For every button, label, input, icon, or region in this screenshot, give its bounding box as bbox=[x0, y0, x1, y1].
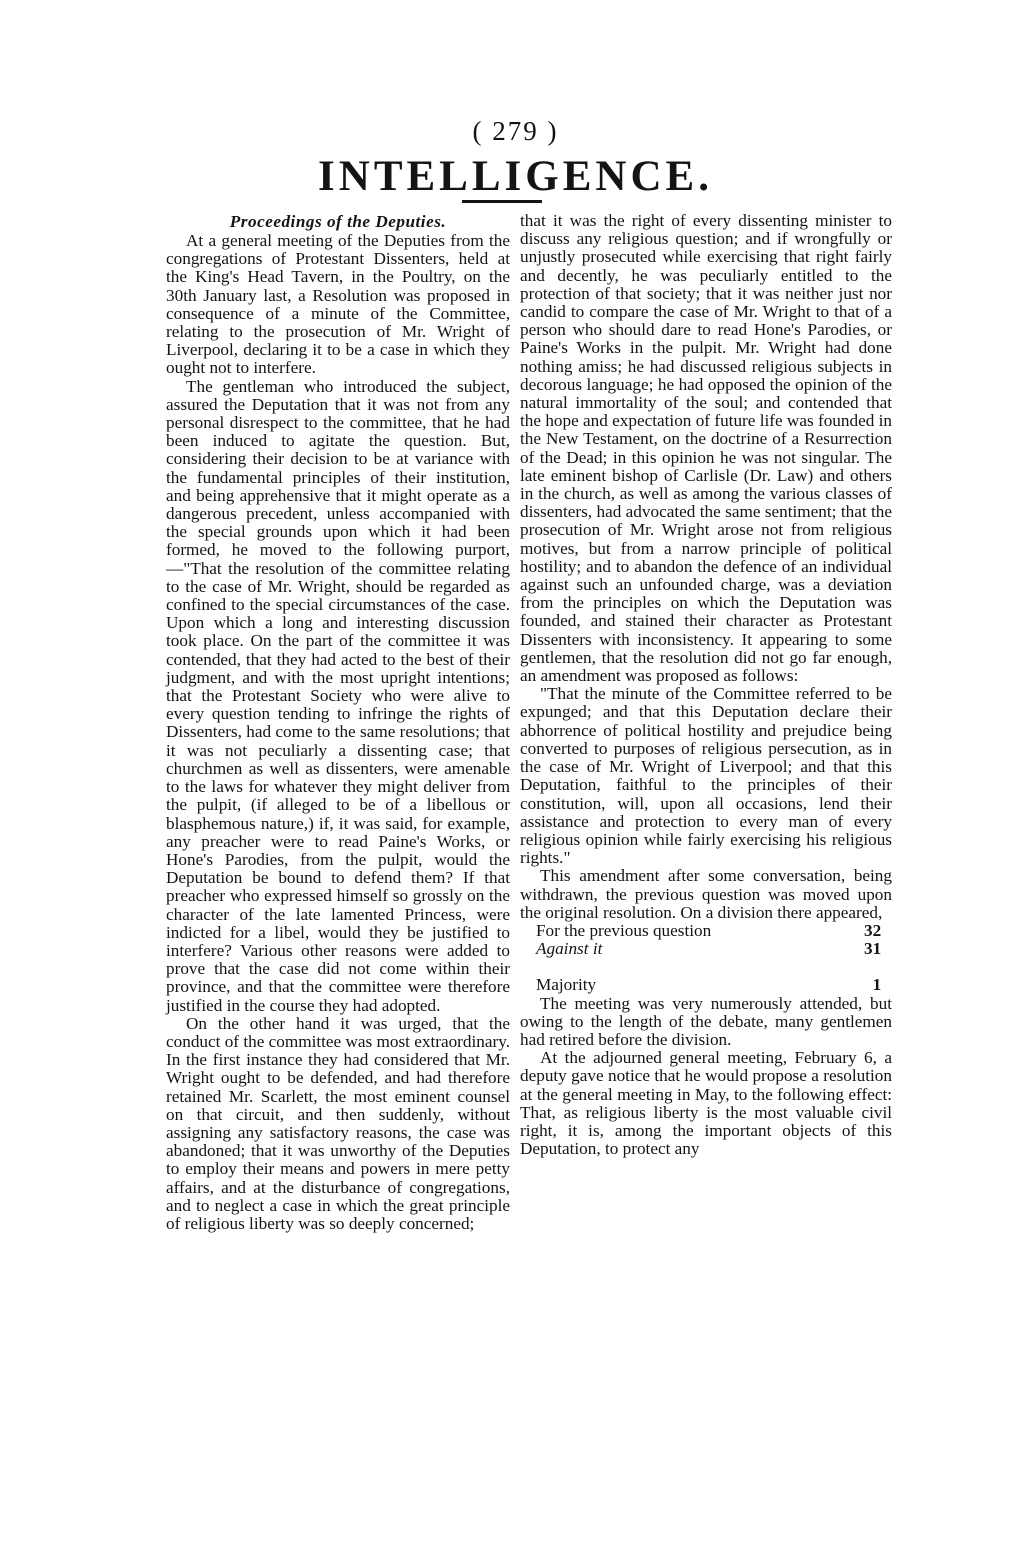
majority-row bbox=[536, 958, 881, 994]
vote-table bbox=[536, 922, 881, 995]
article-title: Proceedings of the Deputies. bbox=[229, 212, 447, 231]
majority-label: Majority bbox=[536, 975, 597, 995]
majority-count: 1 bbox=[872, 975, 882, 995]
amendment-quote: "That the minute of the Committee referred to be expunged; and that this Deputation declare their abhorrence of political hostility and prejudice being converted to purposes of religious persecution, as in the case of Mr. Wright of Liverpool; and that this Deputation, faithful to the principles of their constitution, will, upon all occasions, lend their assistance and protection to every man of every religious opinion while fairly exercising his religious rights." bbox=[520, 684, 892, 868]
heading-divider bbox=[462, 200, 542, 203]
paragraph: At a general meeting of the Deputies from the congregations of Protestant Dissenters, held at the King's Head Tavern, in the Poultry, on the 30th January last, a Resolution was proposed in consequence of a minute of the Committee, relating to the prosecution of Mr. Wright of Liverpool, declaring it to be a case in which they ought not to interfere. bbox=[166, 231, 510, 378]
vote-count: 32 bbox=[864, 920, 882, 940]
vote-count: 31 bbox=[864, 939, 882, 959]
section-heading: INTELLIGENCE. bbox=[318, 153, 713, 200]
paragraph: At the adjourned general meeting, February 6, a deputy gave notice that he would propose a resolution at the general meeting in May, to the following effect: That, as religious liberty is the most valuable civil right, it is, among the important objects of this Deputation, to protect any bbox=[520, 1048, 892, 1159]
paragraph: The gentleman who introduced the subject, assured the Deputation that it was not from any personal disrespect to the committee, that he had been induced to agitate the question. But, considering their decision to be at variance with the fundamental principles of their institution, and being apprehensive that it might operate as a dangerous precedent, unless accompanied with the special grounds upon which it had been formed, he moved to the following purport,—"That the resolution of the committee relating to the case of Mr. Wright, should be regarded as confined to the special circumstances of the case. Upon which a long and interesting discussion took place. On the part of the committee it was contended, that they had acted to the best of their judgment, and with the most upright intentions; that the Protestant Society who were alive to every question tending to infringe the rights of Dissenters, had come to the same resolutions; that it was not peculiarly a dissenting case; that churchmen as well as dissenters, were amenable to the laws for whatever they might deliver from the pulpit, (if alleged to be of a libellous or blasphemous nature,) if, it was said, for example, any preacher were to read Paine's Works, or Hone's Parodies, from the pulpit, would the Deputation be bound to defend them? If that preacher who expressed himself so grossly on the character of the late lamented Princess, were indicted for a libel, would they be justified to interfere? Various other reasons were added to prove that the case did not come within their province, and that the committee were therefore justified in the course they had adopted. bbox=[166, 376, 510, 1015]
vote-label: Against it bbox=[536, 939, 603, 959]
paragraph: This amendment after some conversation, being withdrawn, the previous question was moved upon the original resolution. On a division there appeared, bbox=[520, 866, 892, 922]
vote-label: For the previous question bbox=[536, 920, 712, 940]
vote-row bbox=[536, 940, 881, 958]
vote-row bbox=[536, 922, 881, 940]
right-column bbox=[520, 212, 892, 1158]
left-column bbox=[166, 212, 510, 1233]
page-number: ( 279 ) bbox=[472, 116, 559, 146]
paragraph: The meeting was very numerously attended, but owing to the length of the debate, many gentlemen had retired before the division. bbox=[520, 993, 892, 1049]
paragraph: On the other hand it was urged, that the conduct of the committee was most extraordinary. In the first instance they had considered that Mr. Wright ought to be defended, and had therefore retained Mr. Scarlett, the most eminent counsel on that circuit, and then suddenly, without assigning any satisfactory reasons, the case was abandoned; that it was unworthy of the Deputies to employ their means and powers in mere petty affairs, and at the disturbance of congregations, and to neglect a case in which the great principle of religious liberty was so deeply concerned; bbox=[166, 1013, 510, 1233]
paragraph-continuation: that it was the right of every dissenting minister to discuss any religious question; and if wrongfully or unjustly prosecuted while exercising that right fairly and decently, he was peculiarly entitled to the protection of that society; that it was neither just nor candid to compare the case of Mr. Wright to that of a person who should dare to read Hone's Parodies, or Paine's Works in the pulpit. Mr. Wright had done nothing amiss; he had discussed religious subjects in decorous language; he had opposed the opinion of the natural immortality of the soul; and contended that the hope and expectation of future life was founded in the New Testament, on the doctrine of a Resurrection of the Dead; in this opinion he was not singular. The late eminent bishop of Carlisle (Dr. Law) and others in the church, as well as among the various classes of dissenters, had advocated the same sentiment; that the prosecution of Mr. Wright arose not from religious motives, but from a narrow principle of political hostility; and to abandon the defence of an individual against such an unfounded charge, was a deviation from the principles on which the Deputation was founded, and stained their character as Protestant Dissenters with inconsistency. It appearing to some gentlemen, that the resolution did not go far enough, an amendment was proposed as follows: bbox=[520, 211, 892, 686]
